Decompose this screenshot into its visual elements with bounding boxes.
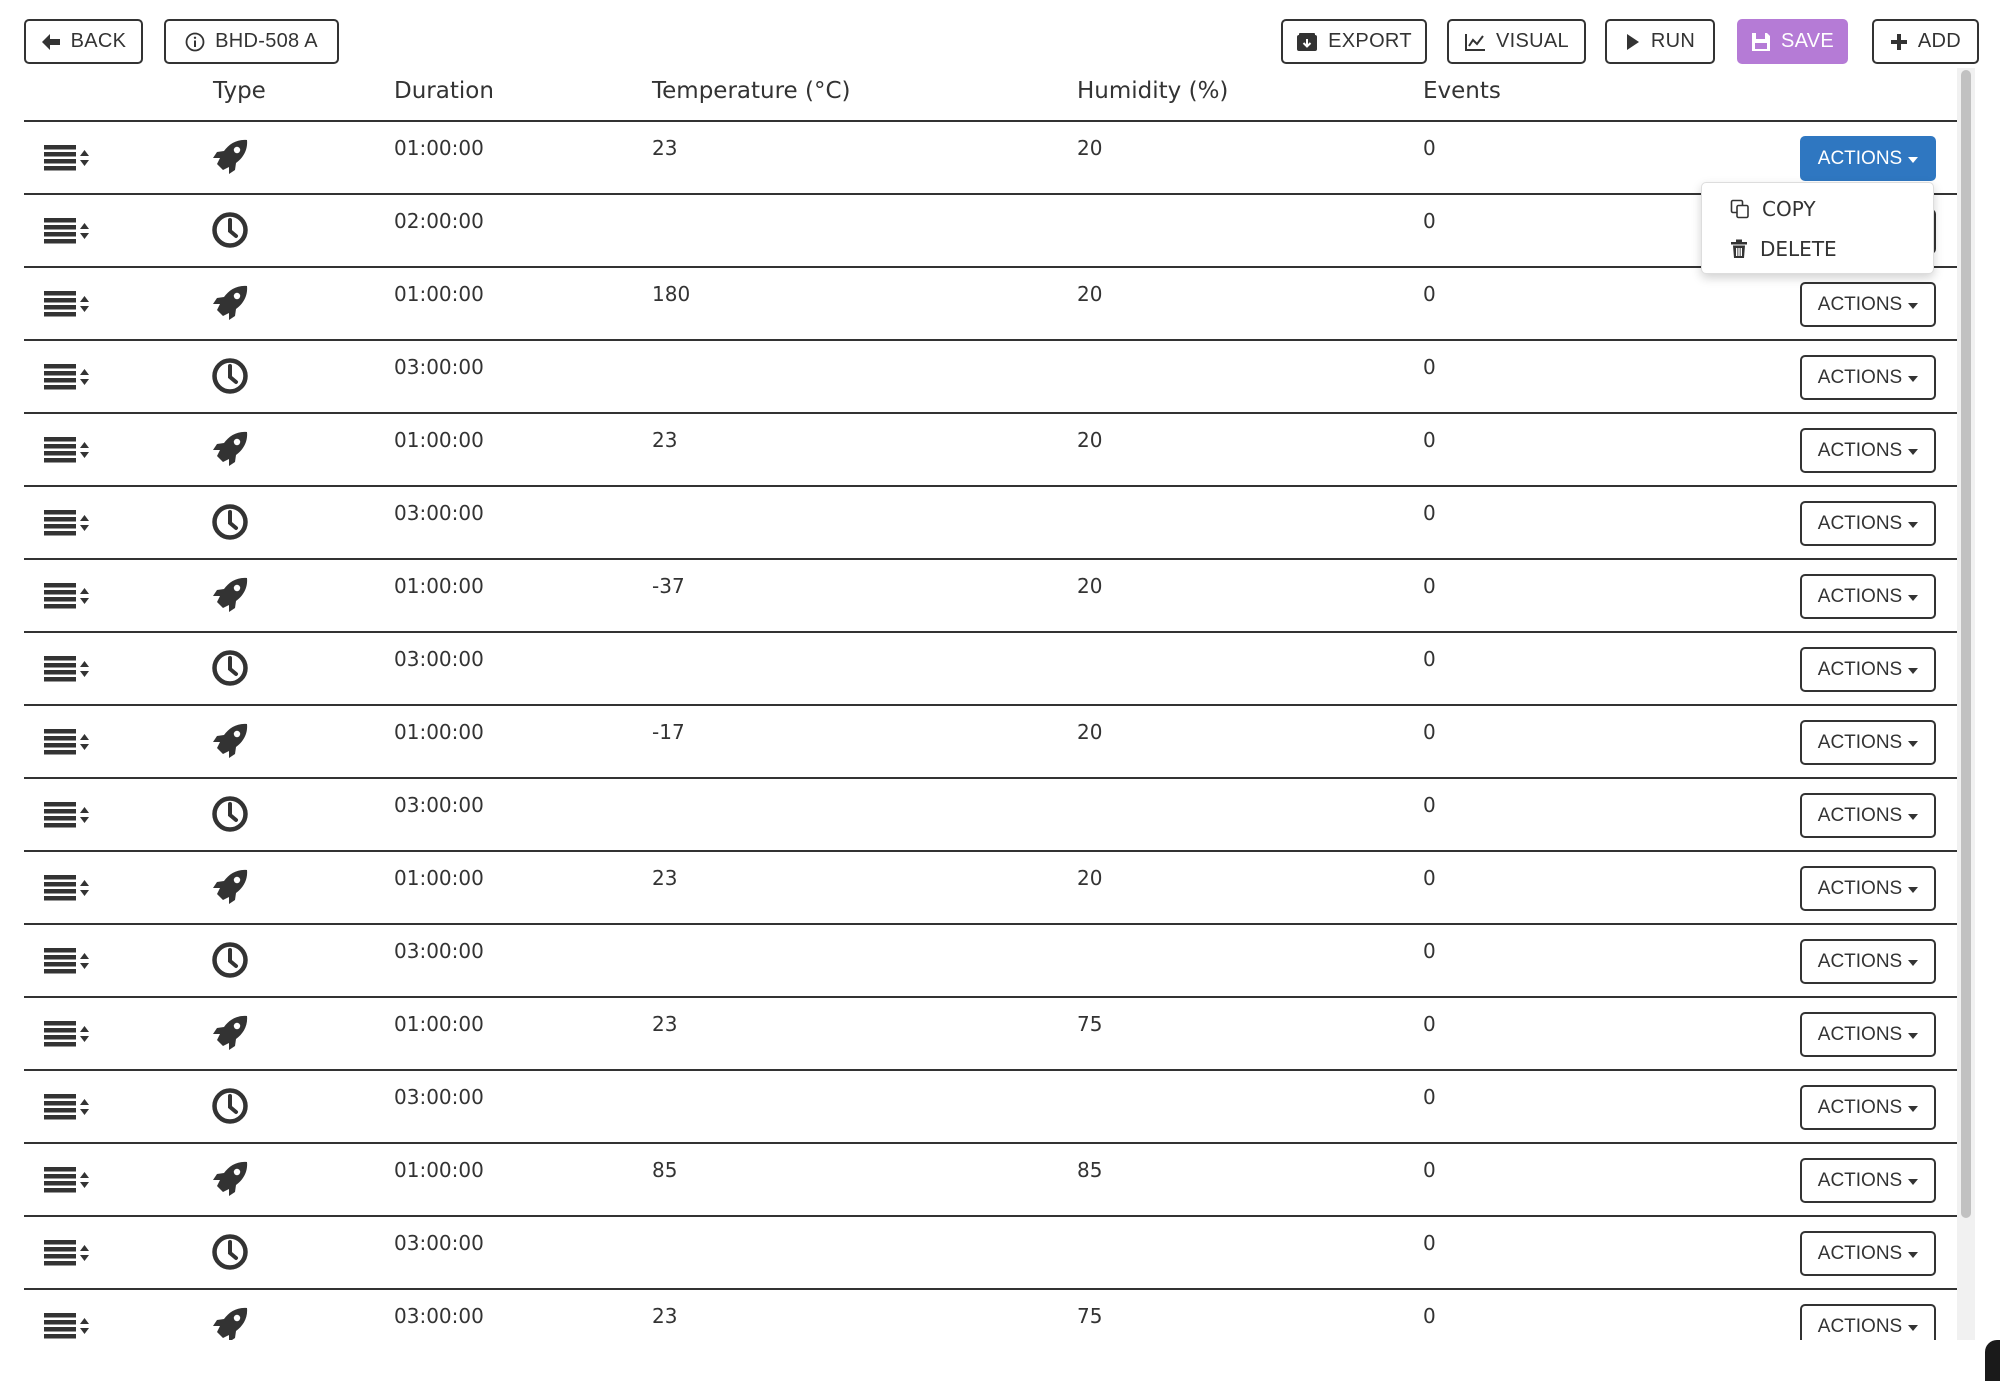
actions-button[interactable] xyxy=(1800,136,1936,181)
actions-button-label: ACTIONS xyxy=(1817,512,1903,534)
events-cell: 0 xyxy=(1423,574,1436,598)
actions-button[interactable] xyxy=(1800,574,1936,619)
actions-button-label: ACTIONS xyxy=(1817,1242,1903,1264)
caret-down-icon xyxy=(1908,1179,1918,1185)
clock-icon xyxy=(211,1087,249,1125)
temperature-cell: 180 xyxy=(652,282,691,306)
device-info-label: BHD-508 A xyxy=(215,30,318,52)
table-row xyxy=(24,633,1957,706)
actions-button[interactable] xyxy=(1800,939,1936,984)
duration-cell: 03:00:00 xyxy=(394,647,484,671)
back-button-label: BACK xyxy=(70,30,127,52)
actions-button-label: ACTIONS xyxy=(1817,1169,1903,1191)
drag-handle-icon[interactable] xyxy=(44,142,94,174)
table-row xyxy=(24,341,1957,414)
events-cell: 0 xyxy=(1423,720,1436,744)
rocket-icon xyxy=(211,1014,249,1052)
table-row xyxy=(24,195,1957,268)
actions-button[interactable] xyxy=(1800,647,1936,692)
visual-button-label: VISUAL xyxy=(1496,30,1569,52)
drag-handle-icon[interactable] xyxy=(44,1237,94,1269)
caret-down-icon xyxy=(1908,449,1918,455)
clock-icon xyxy=(211,795,249,833)
caret-down-icon xyxy=(1908,376,1918,382)
caret-down-icon xyxy=(1908,1325,1918,1331)
actions-button[interactable] xyxy=(1800,1304,1936,1340)
actions-button-label: ACTIONS xyxy=(1817,1023,1903,1045)
actions-button-label: ACTIONS xyxy=(1817,731,1903,753)
humidity-cell: 75 xyxy=(1077,1012,1103,1036)
rocket-icon xyxy=(211,722,249,760)
actions-button[interactable] xyxy=(1800,1158,1936,1203)
drag-handle-icon[interactable] xyxy=(44,945,94,977)
add-button-label: ADD xyxy=(1917,30,1962,52)
events-cell: 0 xyxy=(1423,939,1436,963)
drag-handle-icon[interactable] xyxy=(44,361,94,393)
duration-cell: 01:00:00 xyxy=(394,1158,484,1182)
table-row xyxy=(24,414,1957,487)
save-button-label: SAVE xyxy=(1780,30,1835,52)
actions-button-label: ACTIONS xyxy=(1817,293,1903,315)
events-cell: 0 xyxy=(1423,282,1436,306)
humidity-cell: 20 xyxy=(1077,428,1103,452)
caret-down-icon xyxy=(1908,887,1918,893)
humidity-cell: 20 xyxy=(1077,866,1103,890)
actions-button[interactable] xyxy=(1800,793,1936,838)
humidity-cell: 85 xyxy=(1077,1158,1103,1182)
header-events: Events xyxy=(1423,78,1501,104)
events-cell: 0 xyxy=(1423,355,1436,379)
delete-label: DELETE xyxy=(1760,237,1837,261)
table-row xyxy=(24,852,1957,925)
actions-button[interactable] xyxy=(1800,866,1936,911)
actions-button-label: ACTIONS xyxy=(1817,1315,1903,1337)
temperature-cell: 23 xyxy=(652,428,678,452)
clock-icon xyxy=(211,357,249,395)
page-bottom xyxy=(0,1340,2000,1381)
table-row xyxy=(24,122,1957,195)
humidity-cell: 20 xyxy=(1077,720,1103,744)
temperature-cell: 23 xyxy=(652,1012,678,1036)
table-row xyxy=(24,1071,1957,1144)
actions-button-label: ACTIONS xyxy=(1817,147,1903,169)
duration-cell: 01:00:00 xyxy=(394,136,484,160)
duration-cell: 03:00:00 xyxy=(394,501,484,525)
duration-cell: 01:00:00 xyxy=(394,1012,484,1036)
actions-button[interactable] xyxy=(1800,1231,1936,1276)
events-cell: 0 xyxy=(1423,1158,1436,1182)
drag-handle-icon[interactable] xyxy=(44,580,94,612)
events-cell: 0 xyxy=(1423,1012,1436,1036)
actions-button-label: ACTIONS xyxy=(1817,658,1903,680)
trash-icon xyxy=(1730,239,1748,259)
duration-cell: 03:00:00 xyxy=(394,793,484,817)
actions-button[interactable] xyxy=(1800,720,1936,765)
run-button-label: RUN xyxy=(1650,30,1696,52)
actions-button[interactable] xyxy=(1800,282,1936,327)
duration-cell: 03:00:00 xyxy=(394,1304,484,1328)
header-type: Type xyxy=(213,78,266,104)
drag-handle-icon[interactable] xyxy=(44,434,94,466)
rocket-icon xyxy=(211,1160,249,1198)
actions-button-label: ACTIONS xyxy=(1817,585,1903,607)
actions-button[interactable] xyxy=(1800,428,1936,473)
actions-button-label: ACTIONS xyxy=(1817,804,1903,826)
vertical-scrollbar[interactable] xyxy=(1957,68,1975,1340)
events-cell: 0 xyxy=(1423,647,1436,671)
events-cell: 0 xyxy=(1423,501,1436,525)
actions-button[interactable] xyxy=(1800,1085,1936,1130)
actions-button-label: ACTIONS xyxy=(1817,877,1903,899)
drag-handle-icon[interactable] xyxy=(44,1018,94,1050)
copy-icon xyxy=(1730,199,1750,219)
caret-down-icon xyxy=(1908,741,1918,747)
caret-down-icon xyxy=(1908,1033,1918,1039)
clock-icon xyxy=(211,503,249,541)
copy-label: COPY xyxy=(1762,197,1816,221)
actions-button[interactable] xyxy=(1800,501,1936,546)
actions-button-label: ACTIONS xyxy=(1817,366,1903,388)
caret-down-icon xyxy=(1908,157,1918,163)
program-steps-table xyxy=(24,0,1957,1340)
events-cell: 0 xyxy=(1423,866,1436,890)
caret-down-icon xyxy=(1908,595,1918,601)
header-humidity: Humidity (%) xyxy=(1077,78,1229,104)
table-row xyxy=(24,998,1957,1071)
temperature-cell: 23 xyxy=(652,1304,678,1328)
duration-cell: 02:00:00 xyxy=(394,209,484,233)
caret-down-icon xyxy=(1908,814,1918,820)
rocket-icon xyxy=(211,430,249,468)
duration-cell: 01:00:00 xyxy=(394,428,484,452)
window-edge xyxy=(1985,1340,2000,1381)
drag-handle-icon[interactable] xyxy=(44,507,94,539)
duration-cell: 03:00:00 xyxy=(394,355,484,379)
export-button-label: EXPORT xyxy=(1328,30,1412,52)
drag-handle-icon[interactable] xyxy=(44,872,94,904)
header-temperature: Temperature (°C) xyxy=(652,78,851,104)
table-row xyxy=(24,487,1957,560)
humidity-cell: 20 xyxy=(1077,574,1103,598)
caret-down-icon xyxy=(1908,1106,1918,1112)
table-header xyxy=(24,72,1957,122)
caret-down-icon xyxy=(1908,303,1918,309)
actions-button-label: ACTIONS xyxy=(1817,439,1903,461)
caret-down-icon xyxy=(1908,1252,1918,1258)
table-row xyxy=(24,1144,1957,1217)
table-row xyxy=(24,268,1957,341)
duration-cell: 03:00:00 xyxy=(394,1085,484,1109)
humidity-cell: 75 xyxy=(1077,1304,1103,1328)
events-cell: 0 xyxy=(1423,1231,1436,1255)
table-row xyxy=(24,779,1957,852)
table-row xyxy=(24,706,1957,779)
rocket-icon xyxy=(211,1306,249,1340)
actions-button[interactable] xyxy=(1800,355,1936,400)
temperature-cell: 23 xyxy=(652,866,678,890)
caret-down-icon xyxy=(1908,522,1918,528)
clock-icon xyxy=(211,941,249,979)
humidity-cell: 20 xyxy=(1077,282,1103,306)
drag-handle-icon[interactable] xyxy=(44,215,94,247)
events-cell: 0 xyxy=(1423,209,1436,233)
scrollbar-thumb[interactable] xyxy=(1961,70,1971,1218)
table-row xyxy=(24,560,1957,633)
duration-cell: 01:00:00 xyxy=(394,866,484,890)
duration-cell: 03:00:00 xyxy=(394,1231,484,1255)
rocket-icon xyxy=(211,138,249,176)
duration-cell: 03:00:00 xyxy=(394,939,484,963)
actions-dropdown-menu xyxy=(1701,182,1934,274)
drag-handle-icon[interactable] xyxy=(44,799,94,831)
rocket-icon xyxy=(211,284,249,322)
clock-icon xyxy=(211,211,249,249)
table-row xyxy=(24,1217,1957,1290)
duration-cell: 01:00:00 xyxy=(394,574,484,598)
duration-cell: 01:00:00 xyxy=(394,720,484,744)
actions-button-label: ACTIONS xyxy=(1817,950,1903,972)
delete-menu-item[interactable] xyxy=(1730,233,1837,265)
events-cell: 0 xyxy=(1423,793,1436,817)
drag-handle-icon[interactable] xyxy=(44,653,94,685)
drag-handle-icon[interactable] xyxy=(44,1091,94,1123)
temperature-cell: 23 xyxy=(652,136,678,160)
table-row xyxy=(24,1290,1957,1340)
temperature-cell: 85 xyxy=(652,1158,678,1182)
temperature-cell: -17 xyxy=(652,720,685,744)
rocket-icon xyxy=(211,868,249,906)
caret-down-icon xyxy=(1908,960,1918,966)
drag-handle-icon[interactable] xyxy=(44,1164,94,1196)
temperature-cell: -37 xyxy=(652,574,685,598)
actions-button[interactable] xyxy=(1800,1012,1936,1057)
events-cell: 0 xyxy=(1423,136,1436,160)
drag-handle-icon[interactable] xyxy=(44,726,94,758)
duration-cell: 01:00:00 xyxy=(394,282,484,306)
events-cell: 0 xyxy=(1423,1085,1436,1109)
drag-handle-icon[interactable] xyxy=(44,288,94,320)
clock-icon xyxy=(211,649,249,687)
actions-button-label: ACTIONS xyxy=(1817,1096,1903,1118)
humidity-cell: 20 xyxy=(1077,136,1103,160)
table-row xyxy=(24,925,1957,998)
clock-icon xyxy=(211,1233,249,1271)
rocket-icon xyxy=(211,576,249,614)
drag-handle-icon[interactable] xyxy=(44,1310,94,1340)
header-duration: Duration xyxy=(394,78,494,104)
events-cell: 0 xyxy=(1423,1304,1436,1328)
copy-menu-item[interactable] xyxy=(1730,193,1816,225)
caret-down-icon xyxy=(1908,668,1918,674)
events-cell: 0 xyxy=(1423,428,1436,452)
